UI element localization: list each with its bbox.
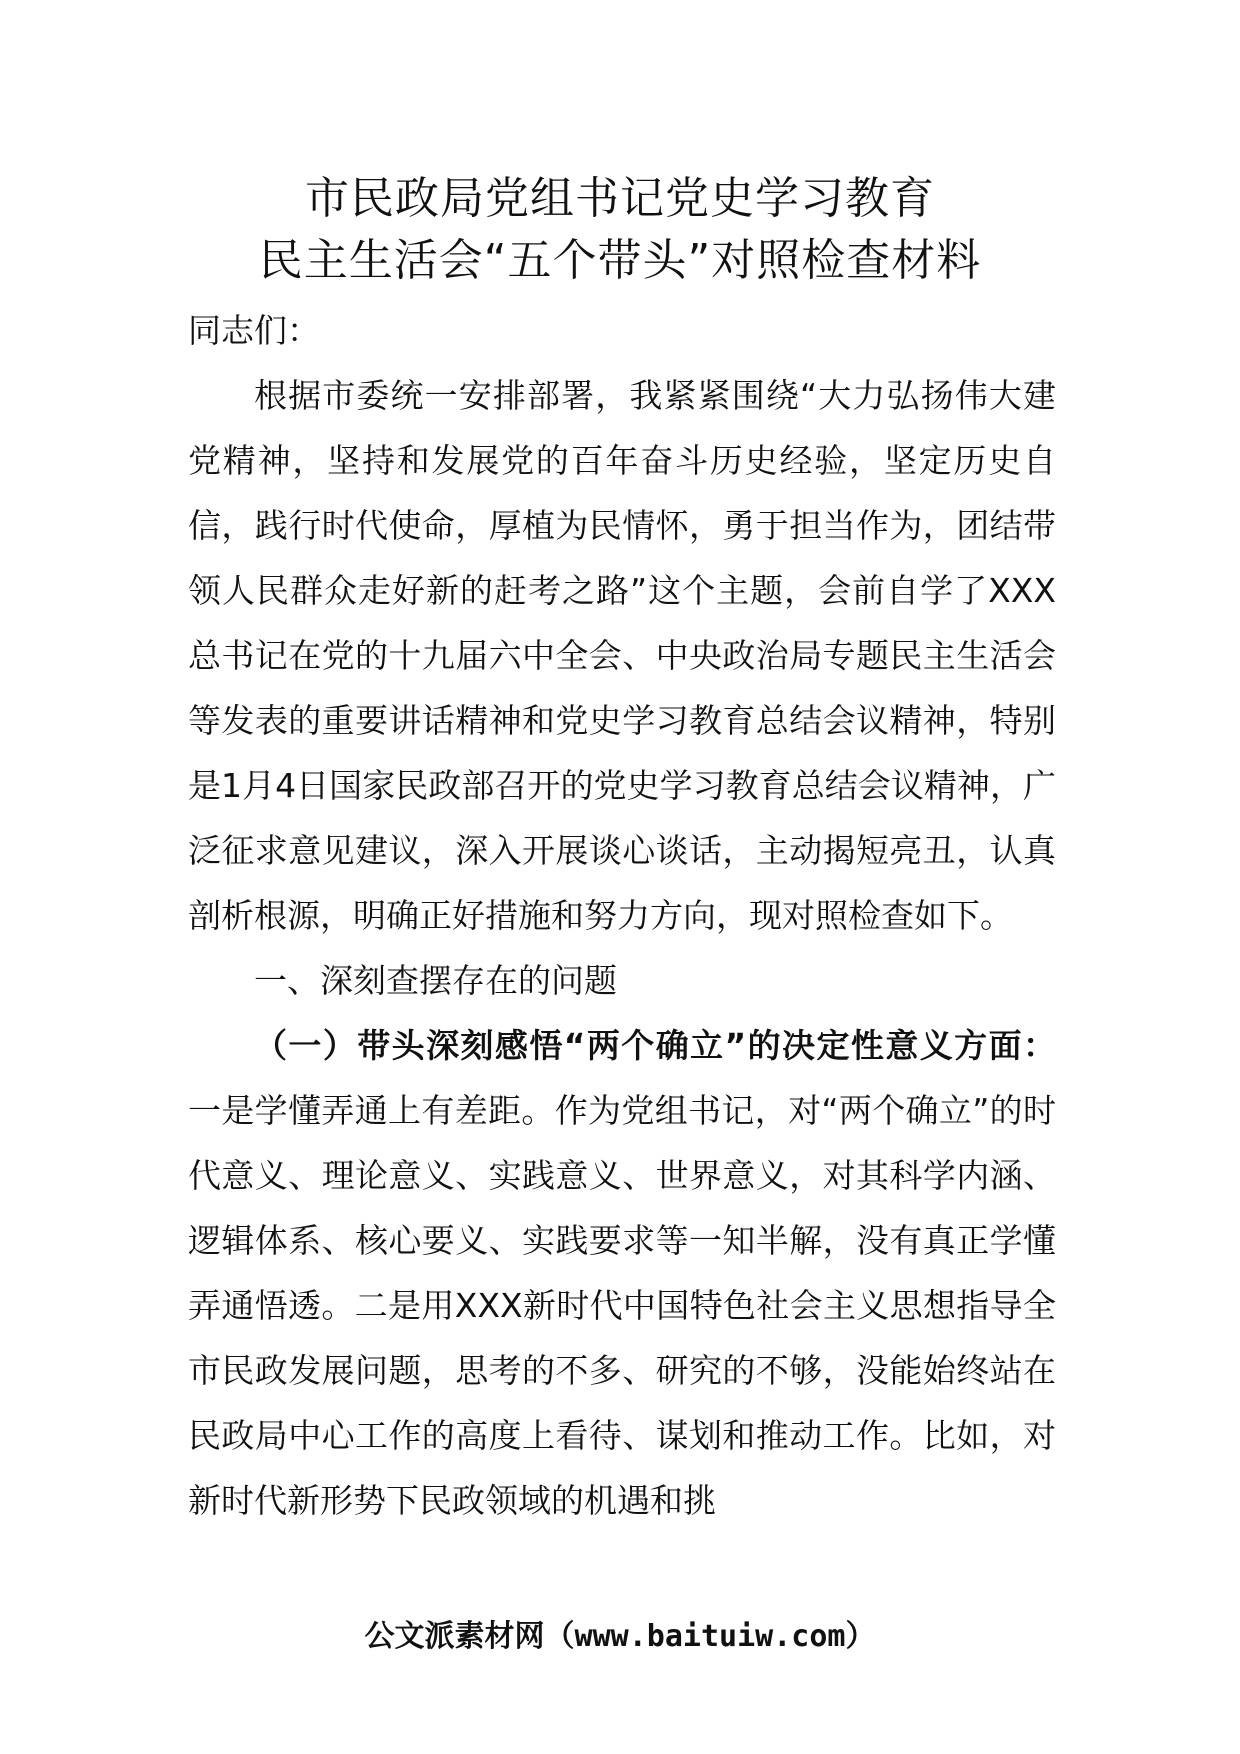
subsection-paragraph-1 [188, 1013, 1056, 1533]
footer-site-name: 公文派素材网 [364, 1619, 545, 1654]
title-line-2: 民主生活会“五个带头”对照检查材料 [258, 235, 982, 286]
document-body [188, 298, 1056, 1533]
salutation: 同志们： [188, 311, 320, 350]
subsection-heading-1: （一）带头深刻感悟“两个确立”的决定性意义方面： [254, 1026, 1056, 1065]
subsection-text-1: 一是学懂弄通上有差距。作为党组书记，对“两个确立”的时代意义、理论意义、实践意义、世界意义，对其科学内涵、逻辑体系、核心要义、实践要求等一知半解，没有真正学懂弄通悟透。二是用XXX新时代中国特色社会主义思想指导全市民政发展问题，思考的不多、研究的不够，没能始终站在民政局中心工作的高度上看待、谋划和推动工作。比如，对新时代新形势下民政领域的机遇和挑 [188, 1091, 1056, 1520]
section-heading-1: 一、深刻查摆存在的问题 [254, 961, 617, 1000]
paragraph-intro: 根据市委统一安排部署，我紧紧围绕“大力弘扬伟大建党精神，坚持和发展党的百年奋斗历史经验，坚定历史自信，践行时代使命，厚植为民情怀，勇于担当作为，团结带领人民群众走好新的赶考之路”这个主题，会前自学了XXX总书记在党的十九届六中全会、中央政治局专题民主生活会等发表的重要讲话精神和党史学习教育总结会议精神，特别是1月4日国家民政部召开的党史学习教育总结会议精神，广泛征求意见建议，深入开展谈心谈话，主动揭短亮丑，认真剖析根源，明确正好措施和努力方向，现对照检查如下。 [188, 376, 1056, 935]
title-line-1: 市民政局党组书记党史学习教育 [305, 173, 935, 224]
footer-watermark [0, 1612, 1240, 1662]
document-title [0, 168, 1240, 292]
footer-url: （www.baituiw.com） [544, 1619, 876, 1654]
